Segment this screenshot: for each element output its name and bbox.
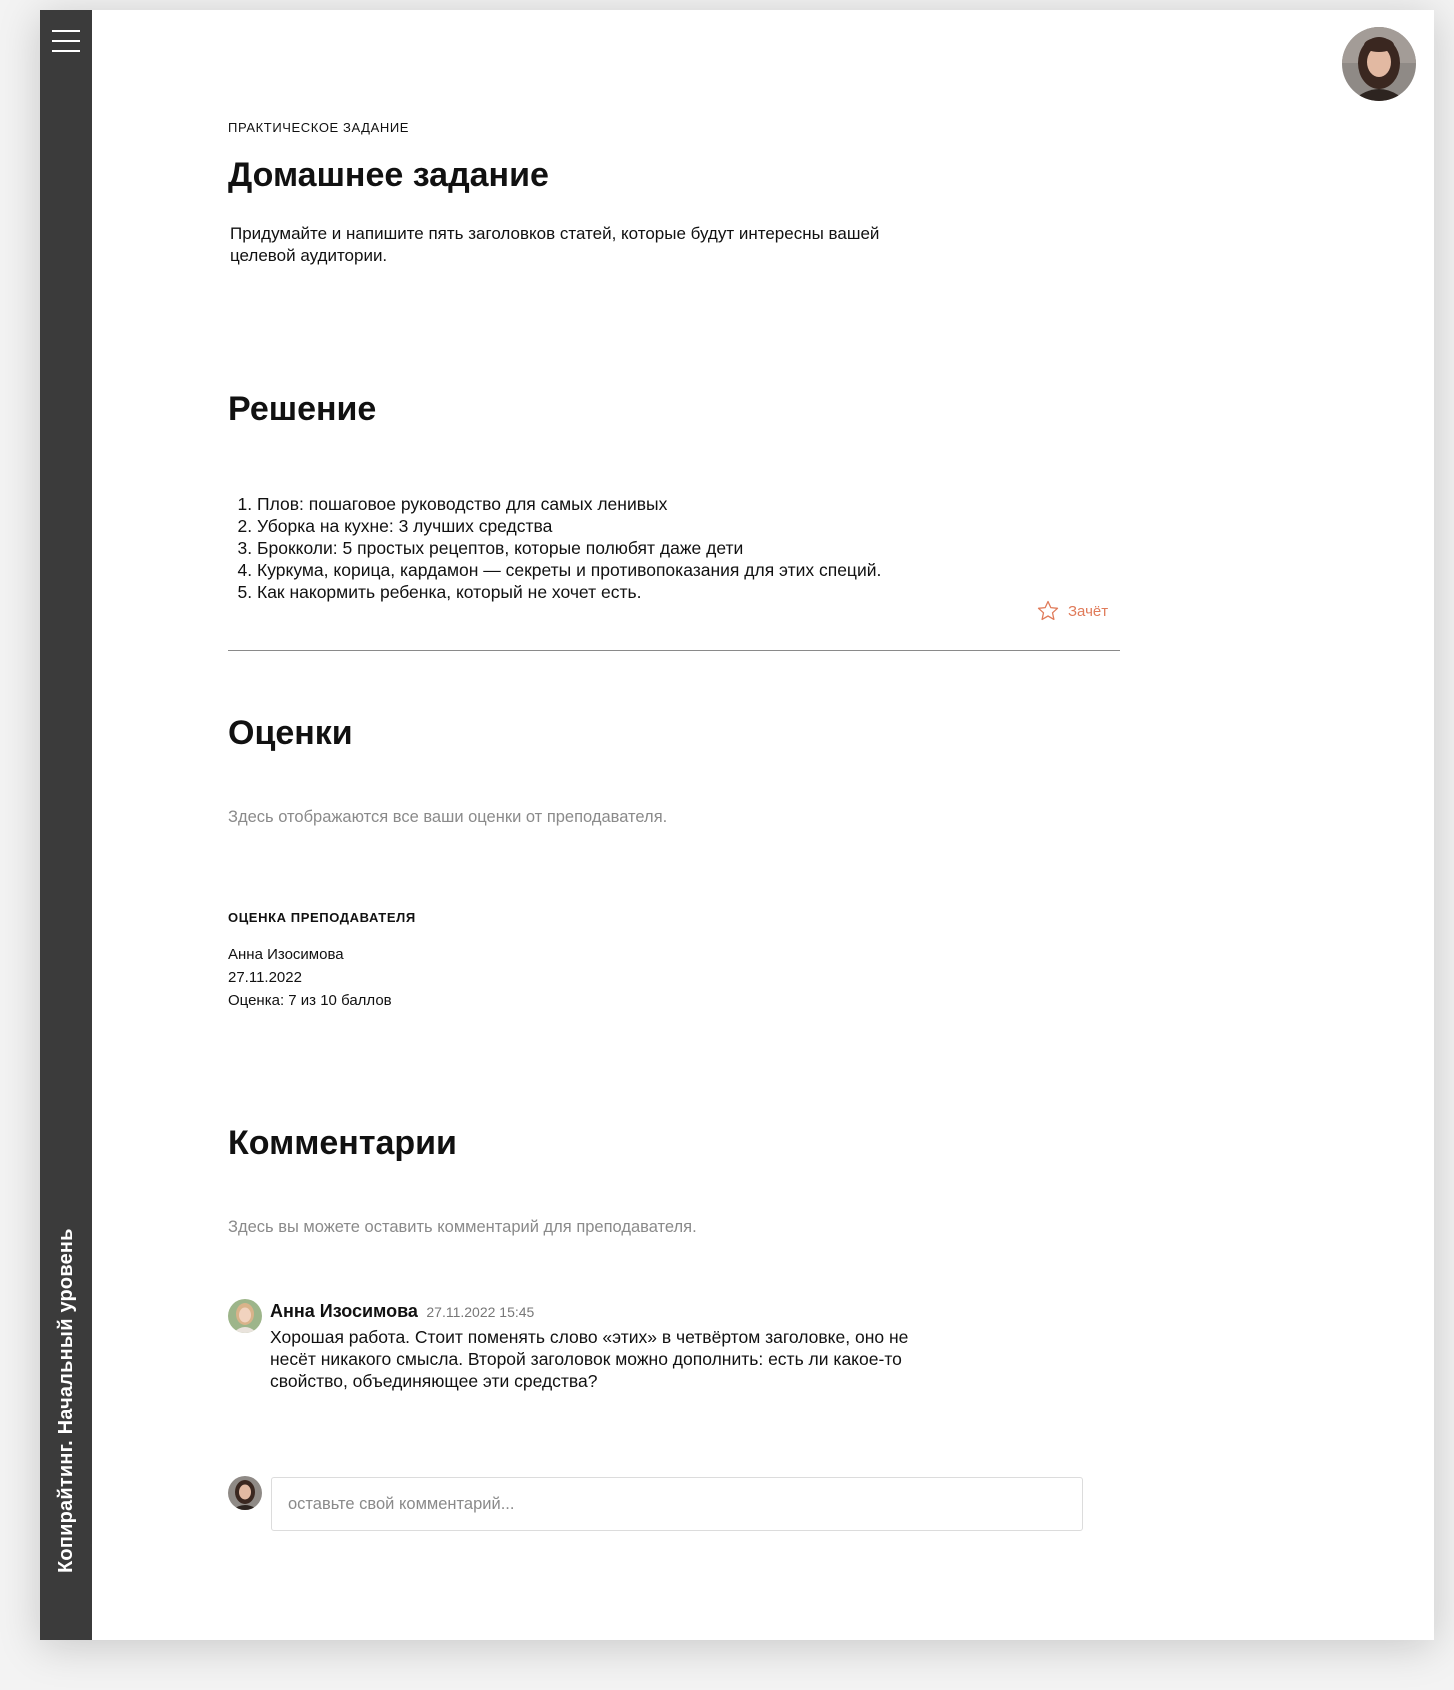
grade-label: ОЦЕНКА ПРЕПОДАВАТЕЛЯ bbox=[228, 910, 416, 925]
solution-list bbox=[228, 493, 1017, 603]
comment-author: Анна Изосимова bbox=[270, 1301, 418, 1321]
solution-title: Решение bbox=[228, 390, 377, 428]
course-title: Копирайтинг. Начальный уровень bbox=[55, 1228, 77, 1573]
grade-date: 27.11.2022 bbox=[228, 969, 302, 986]
page-frame bbox=[40, 10, 1434, 1640]
star-outline-icon bbox=[1036, 599, 1060, 623]
grade-score: Оценка: 7 из 10 баллов bbox=[228, 992, 392, 1009]
page-title: Домашнее задание bbox=[228, 156, 549, 194]
credit-badge[interactable] bbox=[1036, 599, 1108, 623]
task-description: Придумайте и напишите пять заголовков статей, которые будут интересны вашей целевой аудитории. bbox=[230, 224, 880, 265]
grades-hint: Здесь отображаются все ваши оценки от преподавателя. bbox=[228, 808, 668, 826]
list-item: 1. Плов: пошаговое руководство для самых ленивых bbox=[257, 493, 1017, 515]
comments-hint: Здесь вы можете оставить комментарий для преподавателя. bbox=[228, 1218, 697, 1236]
comment-header bbox=[270, 1301, 534, 1322]
comment-time: 27.11.2022 15:45 bbox=[426, 1304, 535, 1320]
comment-text: Хорошая работа. Стоит поменять слово «этих» в четвёртом заголовке, оно не несёт никакого смысла. Второй заголовок можно дополнить: есть ли какое-то свойство, объединяющее эти средства? bbox=[270, 1327, 909, 1391]
sidebar bbox=[40, 10, 92, 1640]
list-item: 3. Брокколи: 5 простых рецептов, которые полюбят даже дети bbox=[257, 537, 1017, 559]
comment-input[interactable] bbox=[271, 1477, 1083, 1531]
list-item: 5. Как накормить ребенка, который не хочет есть. bbox=[257, 581, 1017, 603]
credit-label: Зачёт bbox=[1068, 602, 1109, 620]
list-item: 2. Уборка на кухне: 3 лучших средства bbox=[257, 515, 1017, 537]
task-eyebrow: ПРАКТИЧЕСКОЕ ЗАДАНИЕ bbox=[228, 120, 410, 135]
avatar bbox=[228, 1476, 262, 1510]
menu-icon[interactable] bbox=[52, 30, 80, 52]
avatar bbox=[228, 1299, 262, 1333]
grades-title: Оценки bbox=[228, 714, 353, 752]
grade-teacher: Анна Изосимова bbox=[228, 946, 344, 963]
divider bbox=[228, 650, 1120, 651]
comments-title: Комментарии bbox=[228, 1124, 457, 1162]
list-item: 4. Куркума, корица, кардамон — секреты и противопоказания для этих специй. bbox=[257, 559, 1017, 581]
user-avatar[interactable] bbox=[1342, 27, 1416, 101]
